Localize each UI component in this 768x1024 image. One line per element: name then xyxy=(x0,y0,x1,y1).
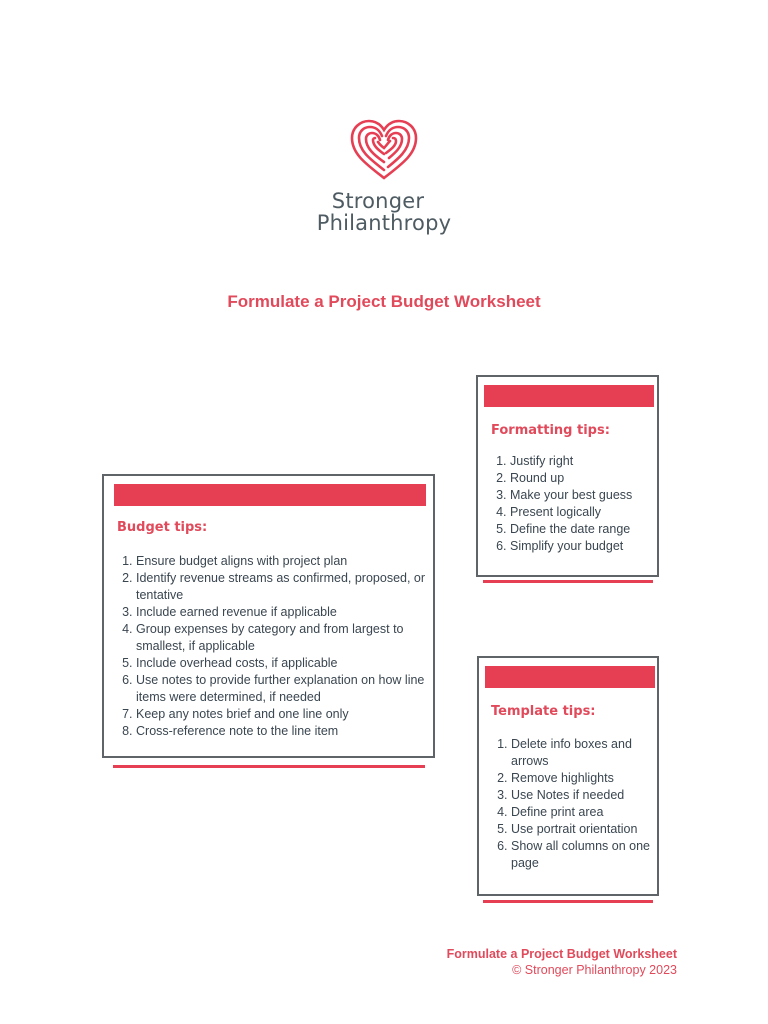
footer-copyright: © Stronger Philanthropy 2023 xyxy=(512,963,677,977)
list-item: 3. Use Notes if needed xyxy=(511,787,659,804)
heart-fingerprint-icon xyxy=(348,118,420,182)
list-item: 6. Use notes to provide further explanation on how line items were determined, if needed xyxy=(136,672,436,706)
list-item: 6. Show all columns on one page xyxy=(511,838,659,872)
template-tips-box xyxy=(477,656,659,896)
footer xyxy=(447,946,677,978)
template-tips-header-bar xyxy=(485,666,655,688)
brand-name-line2: Philanthropy xyxy=(316,211,452,235)
formatting-tips-box xyxy=(476,375,659,577)
list-item: 8. Cross-reference note to the line item xyxy=(136,723,436,740)
page-title: Formulate a Project Budget Worksheet xyxy=(227,292,541,311)
list-item: 1. Justify right xyxy=(510,453,680,470)
list-item: 7. Keep any notes brief and one line only xyxy=(136,706,436,723)
budget-tips-list xyxy=(106,553,436,740)
budget-tips-heading: Budget tips: xyxy=(117,520,208,535)
budget-tips-underline xyxy=(113,765,425,768)
formatting-tips-underline xyxy=(483,580,653,583)
template-tips-underline xyxy=(483,900,653,903)
list-item: 3. Make your best guess xyxy=(510,487,680,504)
list-item: 5. Define the date range xyxy=(510,521,680,538)
template-tips-heading: Template tips: xyxy=(491,704,596,719)
list-item: 4. Present logically xyxy=(510,504,680,521)
list-item: 4. Group expenses by category and from largest to smallest, if applicable xyxy=(136,621,436,655)
formatting-tips-heading: Formatting tips: xyxy=(491,423,610,438)
template-tips-list xyxy=(481,736,659,872)
budget-tips-box xyxy=(102,474,435,758)
brand-logo xyxy=(0,118,768,234)
list-item: 3. Include earned revenue if applicable xyxy=(136,604,436,621)
formatting-tips-header-bar xyxy=(484,385,654,407)
list-item: 2. Remove highlights xyxy=(511,770,659,787)
list-item: 6. Simplify your budget xyxy=(510,538,680,555)
brand-name-line1: Stronger xyxy=(331,189,425,213)
list-item: 2. Round up xyxy=(510,470,680,487)
footer-title: Formulate a Project Budget Worksheet xyxy=(446,947,677,961)
formatting-tips-list xyxy=(480,453,680,555)
list-item: 2. Identify revenue streams as confirmed, proposed, or tentative xyxy=(136,570,436,604)
list-item: 1. Ensure budget aligns with project plan xyxy=(136,553,436,570)
list-item: 5. Use portrait orientation xyxy=(511,821,659,838)
list-item: 5. Include overhead costs, if applicable xyxy=(136,655,436,672)
budget-tips-header-bar xyxy=(114,484,426,506)
list-item: 4. Define print area xyxy=(511,804,659,821)
list-item: 1. Delete info boxes and arrows xyxy=(511,736,659,770)
